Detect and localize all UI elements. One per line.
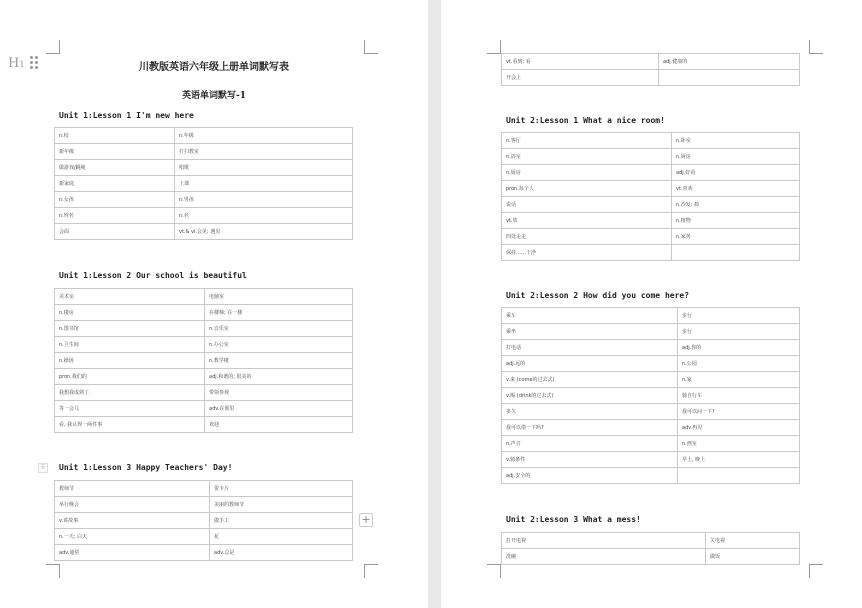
table-cell[interactable]: 做手工 [210, 513, 353, 529]
table-cell[interactable]: vt.& vi.会见; 遇见 [175, 224, 353, 240]
document-subtitle: 英语单词默写-1 [182, 91, 246, 101]
table-row [55, 417, 353, 433]
table-row [55, 353, 353, 369]
table-row [502, 165, 800, 181]
crop-mark-bottom-right [809, 564, 823, 578]
document-title: 川教版英语六年级上册单词默写表 [139, 62, 289, 73]
table-cell[interactable]: v.来 (come的过去式) [502, 372, 678, 388]
table-cell[interactable]: pron.我们的 [55, 369, 205, 385]
table-cell[interactable]: n.操场 [55, 353, 205, 369]
table-row [55, 385, 353, 401]
word-table-u1l3 [54, 480, 353, 561]
table-cell[interactable]: vt.喜欢 [672, 181, 800, 197]
table-cell[interactable]: n.浴室 [502, 149, 672, 165]
table-cell[interactable]: n.年级 [175, 128, 353, 144]
table-cell[interactable]: n.图书馆 [55, 321, 205, 337]
table-cell[interactable]: n.男孩 [175, 192, 353, 208]
table-cell[interactable]: adj.健康的 [659, 54, 800, 70]
table-cell[interactable]: 贺卡片 [210, 481, 353, 497]
table-cell[interactable]: n.家务 [672, 229, 800, 245]
table-row [55, 401, 353, 417]
table-row [502, 229, 800, 245]
table-cell[interactable]: 电脑室 [205, 289, 353, 305]
table-row [502, 404, 800, 420]
table-row [502, 54, 800, 70]
table-cell[interactable] [659, 70, 800, 86]
heading-icon-letter: H [8, 56, 20, 71]
word-table-u1l2 [54, 288, 353, 433]
crop-mark-top-left [487, 40, 501, 54]
table-cell[interactable]: 教师节 [55, 481, 210, 497]
table-cell[interactable]: v.讲故事 [55, 513, 210, 529]
table-cell[interactable]: n.办公室 [205, 337, 353, 353]
word-table-u2l1 [501, 132, 800, 261]
table-row [55, 305, 353, 321]
table-cell[interactable]: vt.看到; 看 [502, 54, 659, 70]
table-cell[interactable]: 唱歌 [175, 160, 353, 176]
table-cell[interactable]: adj.和谐的; 很美的 [205, 369, 353, 385]
table-cell[interactable]: 打电话 [502, 340, 678, 356]
table-row [55, 481, 353, 497]
table-cell[interactable]: n.教学楼 [205, 353, 353, 369]
table-row [502, 420, 800, 436]
table-cell[interactable]: n.音乐室 [205, 321, 353, 337]
document-page-2 [441, 0, 862, 608]
table-cell[interactable]: 骑自行车 [678, 388, 800, 404]
table-cell[interactable]: adj.好看 [672, 165, 800, 181]
table-drag-handle-icon[interactable]: ⠿ [38, 463, 48, 473]
table-cell[interactable]: adj.远的 [502, 356, 678, 372]
table-row [502, 452, 800, 468]
table-row [55, 160, 353, 176]
table-cell[interactable]: v.骑条件 [502, 452, 678, 468]
table-cell[interactable]: 关电视 [706, 533, 800, 549]
table-cell[interactable]: adv.再见 [678, 420, 800, 436]
table-cell[interactable]: adv.在那里 [205, 401, 353, 417]
table-row [55, 337, 353, 353]
table-row [55, 144, 353, 160]
table-row [502, 533, 800, 549]
table-cell[interactable]: 花 [210, 529, 353, 545]
table-cell[interactable]: 四处走走 [502, 229, 672, 245]
table-row [502, 468, 800, 484]
table-cell[interactable]: n.家 [678, 372, 800, 388]
table-row [502, 356, 800, 372]
table-row [502, 549, 800, 565]
table-cell[interactable]: 做饭 [706, 549, 800, 565]
table-row [55, 289, 353, 305]
table-row [502, 197, 800, 213]
word-table-u2l2 [501, 307, 800, 484]
table-cell[interactable]: 欢迎 [205, 417, 353, 433]
table-row [502, 181, 800, 197]
add-row-button[interactable]: + [359, 513, 373, 527]
table-cell[interactable]: 洗碗 [502, 549, 706, 565]
table-cell[interactable]: n.声音 [502, 436, 678, 452]
lesson-heading-u2l3: Unit 2:Lesson 3 What a mess! [506, 515, 641, 524]
table-row [502, 388, 800, 404]
table-cell[interactable]: 上课 [175, 176, 353, 192]
lesson-heading-u2l1: Unit 2:Lesson 1 What a nice room! [506, 116, 665, 125]
table-cell[interactable]: 新家庭 [55, 176, 175, 192]
crop-mark-top-right [809, 40, 823, 54]
table-row [55, 176, 353, 192]
table-cell[interactable]: n.画室 [678, 436, 800, 452]
table-cell[interactable]: 美术室 [55, 289, 205, 305]
table-cell[interactable]: n.厨房 [672, 149, 800, 165]
crop-mark-bottom-right [364, 564, 378, 578]
word-table-u1l1 [54, 127, 353, 240]
table-row [55, 545, 353, 561]
table-cell[interactable]: 带领参观 [205, 385, 353, 401]
table-cell[interactable]: n.校 [55, 128, 175, 144]
table-cell[interactable]: 多久 [502, 404, 678, 420]
lesson-heading-u2l2: Unit 2:Lesson 2 How did you come here? [506, 291, 690, 300]
lesson-heading-u1l2: Unit 1:Lesson 2 Our school is beautiful [59, 271, 247, 280]
heading-icon-level: 1 [19, 60, 25, 69]
table-row [502, 308, 800, 324]
table-row [502, 149, 800, 165]
table-cell[interactable]: 我想我成熟了. [55, 385, 205, 401]
table-cell[interactable]: n.客厅 [502, 133, 672, 149]
table-cell[interactable]: 乘车 [502, 308, 678, 324]
table-cell[interactable]: 打扫教室 [175, 144, 353, 160]
table-cell[interactable]: n.姓名 [55, 208, 175, 224]
table-cell[interactable]: adv.总是 [210, 545, 353, 561]
document-page-1 [0, 0, 428, 608]
crop-mark-bottom-left [46, 564, 60, 578]
table-cell[interactable]: 会面 [55, 224, 175, 240]
word-table-continued [501, 53, 800, 86]
table-row [502, 436, 800, 452]
table-cell[interactable]: n.植物 [672, 213, 800, 229]
table-cell[interactable]: 说话 [502, 197, 672, 213]
table-row [55, 529, 353, 545]
crop-mark-bottom-left [487, 564, 501, 578]
table-row [55, 497, 353, 513]
crop-mark-top-left [46, 40, 60, 54]
table-row [55, 224, 353, 240]
table-cell[interactable]: 乘坐 [502, 324, 678, 340]
table-cell[interactable] [672, 245, 800, 261]
table-cell[interactable]: 打开电视 [502, 533, 706, 549]
table-cell[interactable]: 步行 [678, 324, 800, 340]
table-cell[interactable]: 美丽的教师节 [210, 497, 353, 513]
table-cell[interactable]: 开会上 [502, 70, 659, 86]
table-cell[interactable]: n.女孩 [55, 192, 175, 208]
table-cell[interactable]: 看, 我认得一两件事 [55, 417, 205, 433]
table-row [502, 324, 800, 340]
lesson-heading-u1l3: Unit 1:Lesson 3 Happy Teachers' Day! [59, 463, 233, 472]
table-cell[interactable]: vt.放 [502, 213, 672, 229]
table-row [502, 372, 800, 388]
table-cell[interactable]: n.名 [175, 208, 353, 224]
table-cell[interactable]: adv.通常 [55, 545, 210, 561]
table-cell[interactable]: 保持……干净 [502, 245, 672, 261]
table-cell[interactable]: n.楼房 [55, 305, 205, 321]
table-cell[interactable]: pron.每个人 [502, 181, 672, 197]
table-cell[interactable]: 举行晚会 [55, 497, 210, 513]
lesson-heading-u1l1: Unit 1:Lesson 1 I'm new here [59, 111, 194, 120]
table-cell[interactable]: n.一天; 白天 [55, 529, 210, 545]
table-row [502, 245, 800, 261]
table-cell[interactable]: 新年级 [55, 144, 175, 160]
table-row [55, 321, 353, 337]
table-row [55, 369, 353, 385]
table-row [502, 133, 800, 149]
table-row [502, 70, 800, 86]
table-cell[interactable]: 步行 [678, 308, 800, 324]
table-cell[interactable]: n.卧室 [672, 133, 800, 149]
table-row [55, 128, 353, 144]
table-row [55, 513, 353, 529]
table-cell[interactable]: 做游戏/跳绳 [55, 160, 175, 176]
table-cell[interactable]: v.喝 (drink的过去式) [502, 388, 678, 404]
table-row [502, 213, 800, 229]
table-row [55, 208, 353, 224]
table-row [502, 340, 800, 356]
crop-mark-top-right [364, 40, 378, 54]
table-cell[interactable]: 等一会儿 [55, 401, 205, 417]
table-cell[interactable]: 我可以借一下吗? [502, 420, 678, 436]
table-cell[interactable]: n.沙发; 椅 [672, 197, 800, 213]
table-row [55, 192, 353, 208]
table-cell[interactable] [678, 468, 800, 484]
table-cell[interactable]: 在楼梯; 在一楼 [205, 305, 353, 321]
table-cell[interactable]: n.公园 [678, 356, 800, 372]
table-cell[interactable]: 早上, 晚上 [678, 452, 800, 468]
word-table-u2l3 [501, 532, 800, 565]
table-cell[interactable]: n.卫生间 [55, 337, 205, 353]
table-cell[interactable]: n.厨房 [502, 165, 672, 181]
table-cell[interactable]: 我可以问一下? [678, 404, 800, 420]
table-cell[interactable]: adj.安全的 [502, 468, 678, 484]
table-cell[interactable]: adj.你的 [678, 340, 800, 356]
